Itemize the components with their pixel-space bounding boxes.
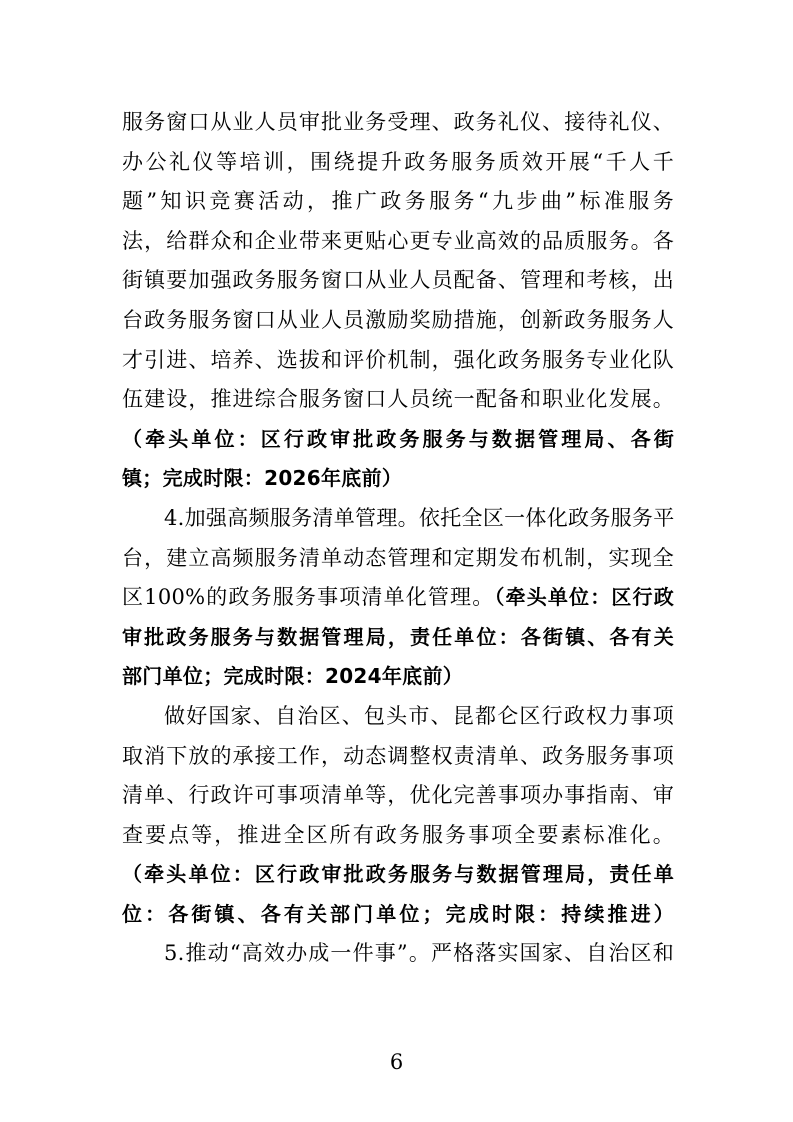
text-segment: 台政务服务窗口从业人员激励奖励措施，创新政务服务人 [122, 307, 674, 332]
text-line [122, 934, 674, 974]
text-line [122, 103, 674, 143]
bold-text-segment: （牵头单位：区行政审批政务服务与数据管理局、各街 [122, 426, 674, 451]
text-line [122, 301, 674, 341]
text-segment: 法，给群众和企业带来更贴心更专业高效的品质服务。各 [122, 228, 674, 253]
bold-text-segment: 部门单位；完成时限：2024年底前） [122, 664, 464, 689]
text-line [122, 222, 674, 262]
text-segment: 才引进、培养、选拔和评价机制，强化政务服务专业化队 [122, 347, 674, 372]
text-segment: 街镇要加强政务服务窗口从业人员配备、管理和考核，出 [122, 268, 674, 293]
text-line [122, 182, 674, 222]
text-line [122, 816, 674, 856]
text-line [122, 618, 674, 658]
text-segment: 清单、行政许可事项清单等，优化完善事项办事指南、审 [122, 783, 674, 808]
text-line [122, 261, 674, 301]
text-segment: 做好国家、自治区、包头市、昆都仑区行政权力事项 [164, 703, 674, 728]
text-line [122, 578, 674, 618]
text-line [122, 380, 674, 420]
text-line [122, 855, 674, 895]
text-line [122, 143, 674, 183]
page-number: 6 [389, 1050, 404, 1074]
bold-text-segment: 镇；完成时限：2026年底前） [122, 466, 403, 491]
text-segment: 区100%的政务服务事项清单化管理。 [122, 585, 495, 610]
text-line [122, 539, 674, 579]
text-segment: 台，建立高频服务清单动态管理和定期发布机制，实现全 [122, 545, 674, 570]
text-line [122, 341, 674, 381]
text-line [122, 459, 674, 499]
text-line [122, 776, 674, 816]
text-line [122, 499, 674, 539]
bold-text-segment: （牵头单位：区行政审批政务服务与数据管理局，责任单 [122, 862, 674, 887]
bold-text-segment: 位：各街镇、各有关部门单位；完成时限：持续推进） [122, 901, 674, 926]
text-segment: 5.推动“高效办成一件事”。严格落实国家、自治区和 [164, 941, 674, 966]
text-segment: 伍建设，推进综合服务窗口人员统一配备和职业化发展。 [122, 387, 674, 412]
text-segment: 服务窗口从业人员审批业务受理、政务礼仪、接待礼仪、 [122, 110, 674, 134]
text-segment: 查要点等，推进全区所有政务服务事项全要素标准化。 [122, 822, 674, 847]
text-segment: 取消下放的承接工作，动态调整权责清单、政务服务事项 [122, 743, 674, 768]
text-line [122, 697, 674, 737]
text-segment: 办公礼仪等培训，围绕提升政务服务质效开展“千人千 [122, 149, 674, 174]
text-line [122, 657, 674, 697]
bold-text-segment: 审批政务服务与数据管理局，责任单位：各街镇、各有关 [122, 624, 674, 649]
text-segment: 题”知识竞赛活动，推广政务服务“九步曲”标准服务 [122, 189, 674, 214]
text-line [122, 420, 674, 460]
text-segment: 4.加强高频服务清单管理。依托全区一体化政务服务平 [164, 505, 675, 530]
text-line [122, 895, 674, 935]
bold-text-segment: （牵头单位：区行政 [494, 585, 674, 610]
text-line [122, 737, 674, 777]
document-body [122, 103, 674, 974]
